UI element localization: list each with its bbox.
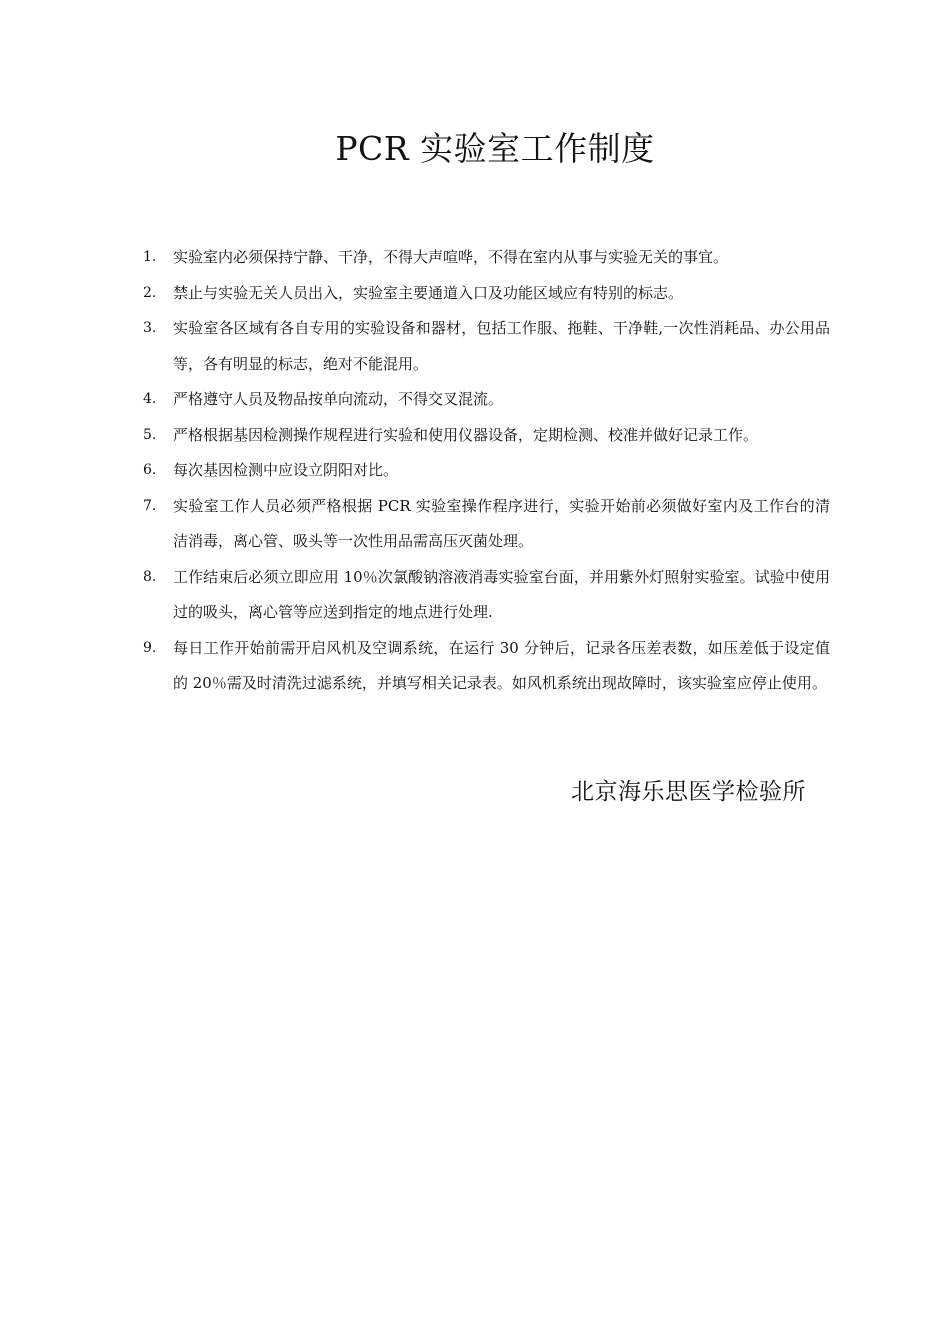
rule-item-4 bbox=[140, 382, 830, 418]
rule-item-6 bbox=[140, 453, 830, 489]
rule-item-9 bbox=[140, 631, 830, 702]
rule-text: 严格根据基因检测操作规程进行实验和使用仪器设备，定期检测、校准并做好记录工作。 bbox=[173, 425, 759, 444]
rule-number: 6. bbox=[143, 462, 157, 478]
document-title: PCR 实验室工作制度 bbox=[335, 129, 655, 168]
rule-number: 2. bbox=[143, 284, 157, 301]
rule-item-2 bbox=[140, 276, 830, 312]
rule-number: 7. bbox=[143, 497, 157, 514]
rule-text: 实验室内必须保持宁静、干净，不得大声喧哗，不得在室内从事与实验无关的事宜。 bbox=[173, 248, 729, 266]
rule-item-3 bbox=[140, 311, 830, 382]
rule-number: 3. bbox=[143, 320, 157, 336]
rule-text: 实验室工作人员必须严格根据 PCR 实验室操作程序进行，实验开始前必须做好室内及工作台的清洁消毒，离心管、吸头等一次性用品需高压灭菌处理。 bbox=[173, 496, 830, 550]
rule-text: 禁止与实验无关人员出入，实验室主要通道入口及功能区域应有特别的标志。 bbox=[173, 283, 684, 302]
rules-list bbox=[140, 240, 830, 702]
rule-number: 9. bbox=[143, 639, 157, 656]
rule-number: 5. bbox=[143, 426, 157, 443]
rule-text: 严格遵守人员及物品按单向流动，不得交叉混流。 bbox=[173, 390, 504, 408]
rule-item-8 bbox=[140, 560, 830, 631]
rule-item-1 bbox=[140, 240, 830, 276]
rule-text: 每日工作开始前需开启风机及空调系统，在运行 30 分钟后，记录各压差表数，如压差低于设定值的 20％需及时清洗过滤系统，并填写相关记录表。如风机系统出现故障时，该实验室应停止使用。 bbox=[173, 638, 830, 692]
rule-item-5 bbox=[140, 418, 830, 454]
rule-text: 每次基因检测中应设立阴阳对比。 bbox=[173, 461, 399, 479]
rule-number: 4. bbox=[143, 391, 157, 407]
rule-number: 8. bbox=[143, 568, 157, 585]
rule-number: 1. bbox=[143, 249, 157, 265]
organization-signature: 北京海乐思医学检验所 bbox=[571, 779, 806, 805]
rule-text: 实验室各区域有各自专用的实验设备和器材，包括工作服、拖鞋、干净鞋,一次性消耗品、办公用品等，各有明显的标志，绝对不能混用。 bbox=[173, 319, 830, 373]
rule-text: 工作结束后必须立即应用 10％次氯酸钠溶液消毒实验室台面，并用紫外灯照射实验室。试验中使用过的吸头，离心管等应送到指定的地点进行处理. bbox=[173, 567, 830, 621]
rule-item-7 bbox=[140, 489, 830, 560]
